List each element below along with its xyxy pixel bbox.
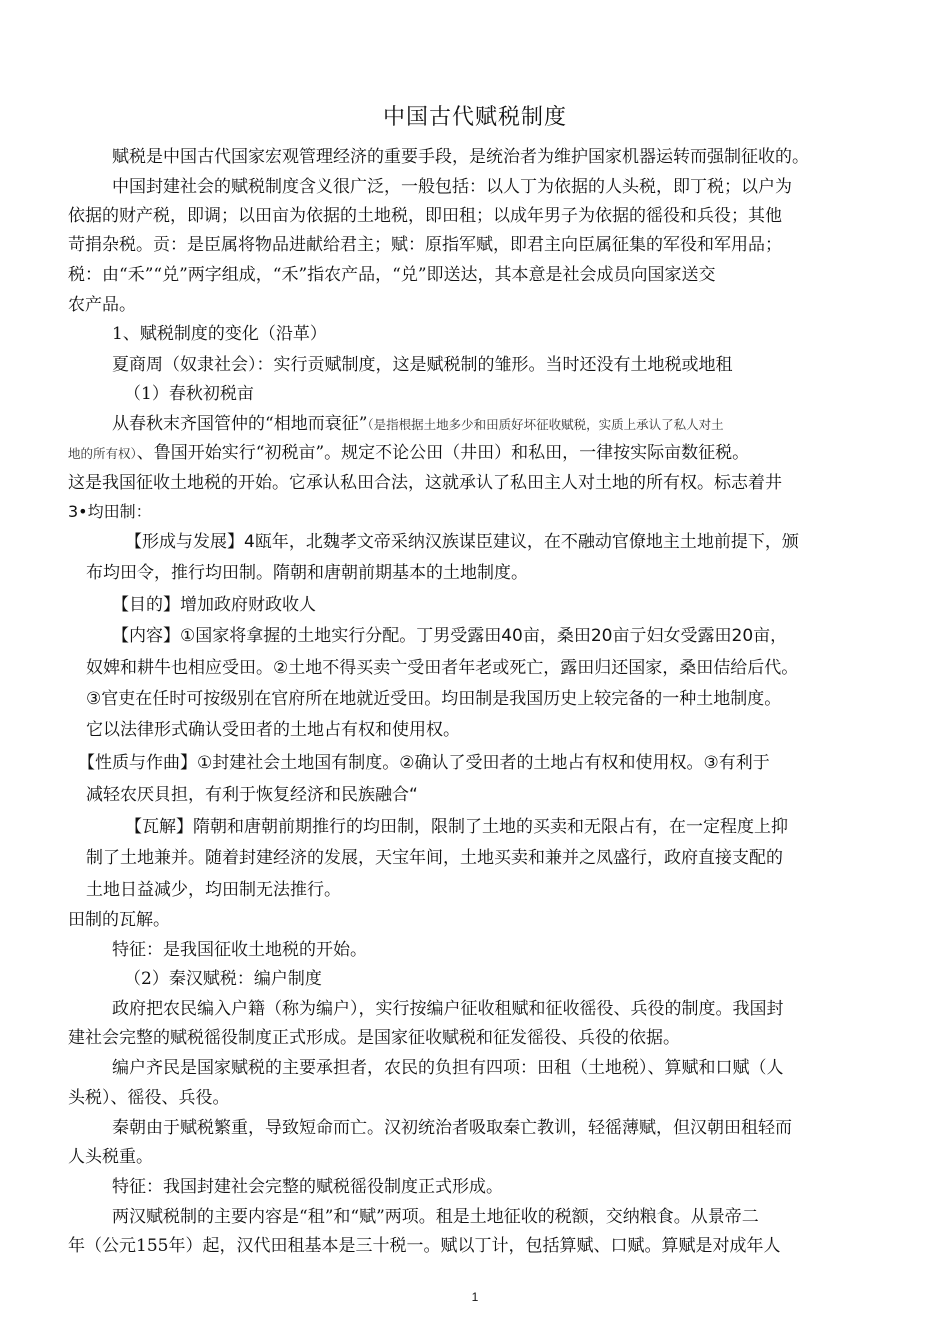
- paragraph-line: 头税）、徭役、兵役。: [68, 1088, 230, 1108]
- paragraph-line: 苛捐杂税。贡：是臣属将物品进献给君主；赋：原指军赋，即君主向臣属征集的军役和军用品；: [68, 235, 782, 255]
- paragraph-line: [68, 442, 749, 465]
- paragraph-line: 夏商周（奴隶社会）：实行贡赋制度，这是赋税制的雏形。当时还没有土地税或地租: [112, 355, 733, 375]
- juntian-line: 【瓦解】隋朝和唐朝前期推行的均田制，限制了土地的买卖和无限占有，在一定程度上抑: [125, 817, 788, 837]
- juntian-line: 制了土地兼并。随着封建经济的发展，天宝年间，土地买卖和兼并之凤盛行，政府直接支配的: [86, 848, 783, 868]
- section-heading: 1、赋税制度的变化（沿革）: [112, 324, 327, 344]
- paragraph-line: 政府把农民编入户籍（称为编户），实行按编户征收租赋和征收徭役、兵役的制度。我国封: [112, 999, 784, 1019]
- page-number: 1: [471, 1290, 479, 1304]
- paragraph-line: 这是我国征收土地税的开始。它承认私田合法，这就承认了私田主人对土地的所有权。标志着井: [68, 473, 782, 493]
- subsection-heading: （2）秦汉赋税：编户制度: [124, 969, 322, 989]
- juntian-line: 布均田令，推行均田制。隋朝和唐朝前期基本的土地制度。: [86, 563, 528, 583]
- paragraph-line: 税：由“禾”“兑”两字组成，“禾”指农产品，“兑”即送达，其本意是社会成员向国家送交: [68, 265, 716, 285]
- paragraph-line: 农产品。: [68, 295, 136, 315]
- paragraph-line: 赋税是中国古代国家宏观管理经济的重要手段，是统治者为维护国家机器运转而强制征收的。: [112, 147, 809, 167]
- juntian-line: 奴婢和耕牛也相应受田。②土地不得买卖亠受田者年老或死亡，露田归还国家，桑田佶给后代。: [86, 658, 799, 678]
- paragraph-line: 编户齐民是国家赋税的主要承担者，农民的负担有四项：田租（土地税）、算赋和口赋（人: [112, 1058, 784, 1078]
- paragraph-line: 建社会完整的赋税徭役制度正式形成。是国家征收赋税和征发徭役、兵役的依据。: [68, 1028, 680, 1048]
- paragraph-line: 秦朝由于赋税繁重，导致短命而亡。汉初统治者吸取秦亡教训，轻徭薄赋，但汉朝田租轻而: [112, 1118, 792, 1138]
- paragraph-line: 特征：是我国征收土地税的开始。: [112, 940, 367, 960]
- paragraph-line: 两汉赋税制的主要内容是“租”和“赋”两项。租是土地征收的税额，交纳粮食。从景帝二: [112, 1207, 759, 1227]
- main-text: 从春秋末齐国管仲的“相地而衰征”: [112, 414, 368, 434]
- note-text: 地的所有权）: [68, 446, 137, 461]
- page-title: 中国古代赋税制度: [382, 105, 567, 130]
- juntian-line: 土地日益减少，均田制无法推行。: [86, 880, 341, 900]
- juntian-line: ③官吏在任时可按级别在官府所在地就近受田。均田制是我国历史上较完备的一种土地制度。: [86, 689, 782, 709]
- paragraph-line: 3•均田制：: [68, 502, 152, 521]
- juntian-line: 【目的】增加政府财政收人: [112, 595, 316, 615]
- note-text: （是指根据土地多少和田质好坏征收赋税，实质上承认了私人对土: [367, 417, 724, 432]
- juntian-line: 【内容】①国家将拿握的土地实行分配。丁男受露田40亩，桑田20亩亍妇女受露田20亩，: [112, 626, 788, 646]
- juntian-line: 它以法律形式确认受田者的土地占有权和使用权。: [86, 720, 460, 740]
- paragraph-line: 年（公元155年）起，汉代田租基本是三十税一。赋以丁计，包括算赋、口赋。算赋是对成年人: [68, 1236, 781, 1256]
- juntian-line: 【性质与作曲】①封建社会土地国有制度。②确认了受田者的土地占有权和使用权。③有利于: [78, 753, 770, 773]
- paragraph-line: 中国封建社会的赋税制度含义很广泛，一般包括：以人丁为依据的人头税，即丁税；以户为: [112, 177, 792, 197]
- paragraph-line: [112, 413, 724, 436]
- paragraph-line: 人头税重。: [68, 1147, 153, 1167]
- paragraph-line: 田制的瓦解。: [68, 910, 170, 930]
- subsection-heading: （1）春秋初税亩: [124, 384, 254, 404]
- main-text: 、鲁国开始实行“初税亩”。规定不论公田（井田）和私田，一律按实际亩数征税。: [136, 443, 750, 463]
- juntian-line: 【形成与发展】4瓯年，北魏孝文帝采纳汉族谋臣建议，在不融动官僚地主土地前提下，颁: [125, 532, 799, 552]
- paragraph-line: 依据的财产税，即调；以田亩为依据的土地税，即田租；以成年男子为依据的徭役和兵役；其他: [68, 206, 782, 226]
- juntian-line: 减轻农厌貝担，有利于恢复经济和民族融合“: [86, 785, 418, 805]
- paragraph-line: 特征：我国封建社会完整的赋税徭役制度正式形成。: [112, 1177, 503, 1197]
